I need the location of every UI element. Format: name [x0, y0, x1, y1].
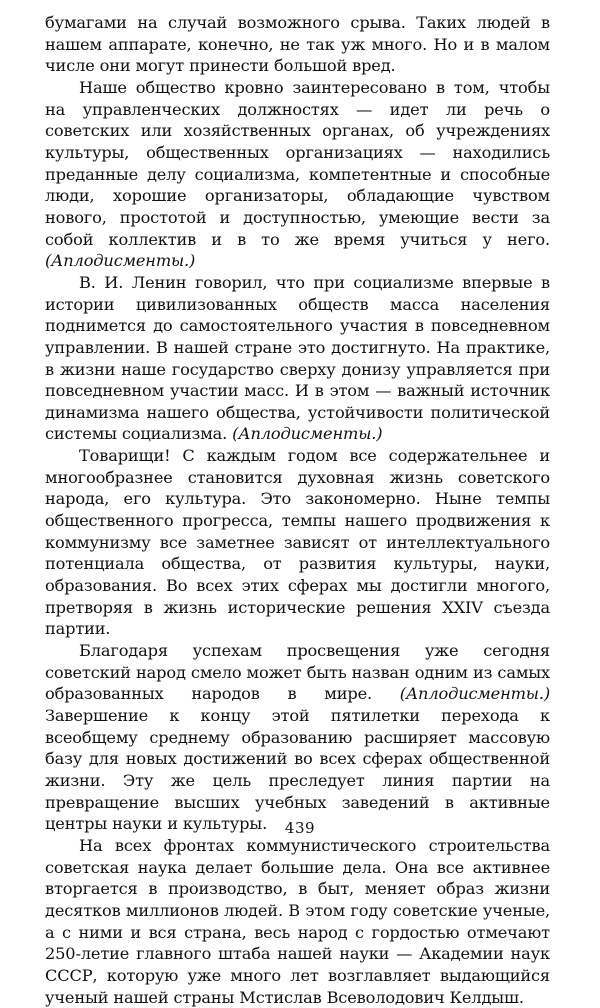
paragraph-1: [45, 12, 550, 77]
paragraph-3-text: В. И. Ленин говорил, что при социализме впервые в истории цивилизованных обществ масса населения поднимется до самостоятельного участия в повседневном управлении. В нашей стране это достигнуто. На практике, в жизни наше государство сверху донизу управляется при повседневном участии масс. И в этом — важный источник динамизма нашего общества, устойчивости политической системы социализма.: [45, 272, 550, 444]
paragraph-3: [45, 272, 550, 445]
paragraph-2-text: Наше общество кровно заинтересовано в том, чтобы на управленческих должностях — идет ли речь о советских или хозяйственных органах, об учреждениях культуры, общественных организациях — находились преданные делу социализма, компетентные и способные люди, хорошие организаторы, обладающие чувством нового, простотой и доступностью, умеющие вести за собой коллектив и в то же время учиться у него.: [45, 77, 550, 249]
applause-note: (Аплодисменты.): [399, 684, 550, 704]
paragraph-5: [45, 640, 550, 835]
paragraph-6-text: На всех фронтах коммунистического строительства советская наука делает большие дела. Она все активнее вторгается в производство, в быт, меняет образ жизни десятков миллионов людей. В этом году советские ученые, а с ними и вся страна, весь народ с гордостью отмечают 250-летие главного штаба нашей науки — Академии наук СССР, которую уже много лет возглавляет выдающийся ученый нашей страны Мстислав Всеволодович Келдыш.: [45, 835, 550, 1007]
applause-note: (Аплодисменты.): [45, 251, 196, 271]
body-text: [45, 12, 550, 1008]
paragraph-2: [45, 77, 550, 272]
paragraph-5-text-end: Завершение к концу этой пятилетки перехода к всеобщему среднему образованию расширяет массовую базу для новых достижений во всех сферах общественной жизни. Эту же цель преследует линия партии на превращение высших учебных заведений в активные центры науки и культуры.: [45, 706, 550, 834]
page-number: 439: [284, 819, 316, 837]
paragraph-4-text: Товарищи! С каждым годом все содержательнее и многообразнее становится духовная жизнь советского народа, его культура. Это закономерно. Ныне темпы общественного прогресса, темпы нашего продвижения к коммунизму все заметнее зависят от интеллектуального потенциала общества, от развития культуры, науки, образования. Во всех этих сферах мы достигли многого, претворяя в жизнь исторические решения XXIV съезда партии.: [45, 446, 550, 639]
paragraph-1-text: бумагами на случай возможного срыва. Таких людей в нашем аппарате, конечно, не так уж много. Но и в малом числе они могут принести большой вред.: [45, 13, 550, 76]
applause-note: (Аплодисменты.): [232, 424, 383, 444]
paragraph-5-text-start: Благодаря успехам просвещения уже сегодня советский народ смело может быть назван одним из самых образованных народов в мире.: [45, 641, 550, 704]
paragraph-6: [45, 835, 550, 1008]
paragraph-4: [45, 445, 550, 640]
